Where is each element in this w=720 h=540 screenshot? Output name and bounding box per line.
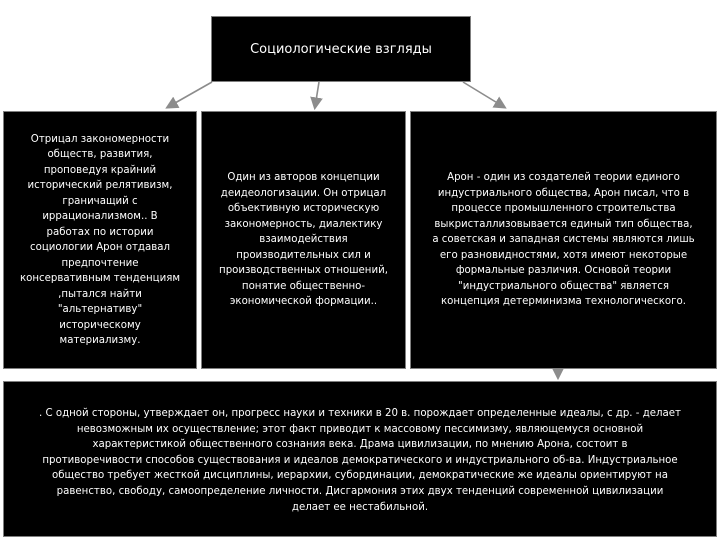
title-text: Социологические взгляды xyxy=(250,41,432,57)
left-box-text: Отрицал закономерности обществ, развития, проповедуя крайний исторический релятивизм, граничащий с иррационализмом.. В работах по истории социологии Арон отдавал предпочтение консервативным тенденциям ,пытался найти "альтернативу" историческому материализму. xyxy=(19,133,181,346)
arrow-to-middle-box xyxy=(315,82,319,107)
middle-box-text: Один из авторов концепции деидеологизации. Он отрицал объективную историческую закономерность, диалектику взаимодействия производительных сил и производственных отношений, понятие общественно- экономической формации.. xyxy=(219,172,388,308)
bottom-box xyxy=(3,381,717,537)
arrow-to-left-box xyxy=(168,82,212,107)
right-box-text: Арон - один из создателей теории единого индустриального общества, Арон писал, что в процессе промышленного строительства выкристаллизовывается единый тип общества, а советская и западная системы являются лишь его разновидностями, хотя имеют некоторые формальные различия. Основой теории "индустриального общества" является концепция детерминизма технологического. xyxy=(432,172,695,308)
right-box xyxy=(410,111,717,369)
middle-box xyxy=(201,111,406,369)
left-box xyxy=(3,111,197,369)
bottom-box-text: . С одной стороны, утверждает он, прогресс науки и техники в 20 в. порождает определенные идеалы, с др. - делает невозможным их осуществление; этот факт приводит к массовому пессимизму, являющемуся основной характеристикой общественного сознания века. Драма цивилизации, по мнению Арона, состоит в противоречивости способов существования и идеалов демократического и индустриального об-ва. Индустриальное общество требует жесткой дисциплины, иерархии, субординации, демократические же идеалы ориентируют на равенство, свободу, самоопределение личности. Дисгармония этих двух тенденций современной цивилизации делает ее нестабильной. xyxy=(39,408,681,513)
title-box xyxy=(211,16,471,82)
arrow-to-right-box xyxy=(463,82,504,107)
